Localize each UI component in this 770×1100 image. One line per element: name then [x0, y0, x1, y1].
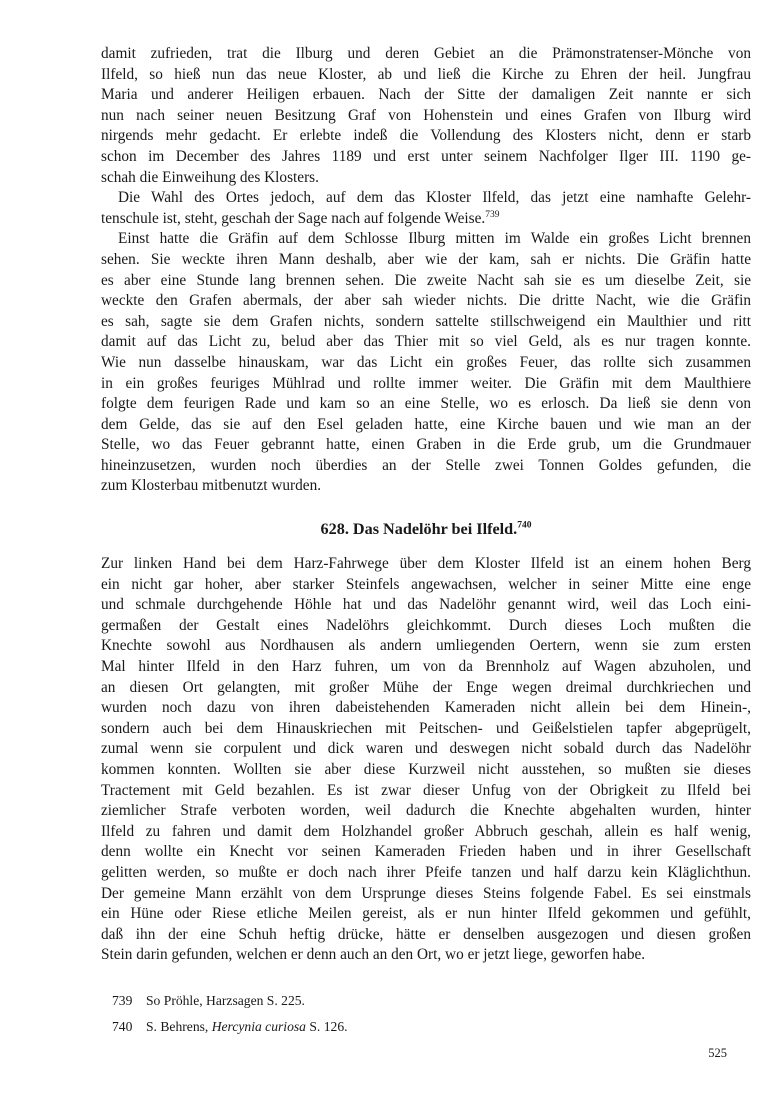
footnote-text [146, 1017, 348, 1036]
text-line: Der gemeine Mann erzählt von dem Ursprunge dieses Steins folgende Fabel. Es sei einstmals [101, 884, 751, 902]
paragraph-wahl-des-ortes [101, 188, 751, 229]
text-line: in ein großes feuriges Mühlrad und rollte immer weiter. Die Gräfin mit dem Maulthiere [101, 374, 751, 392]
text-line: an diesen Ort gelangten, mit großer Mühe der Enge wegen dreimal durchkriechen und [101, 678, 751, 696]
text-line: zumal wenn sie corpulent und dick waren und deswegen nicht sobald durch das Nadelöhr [101, 740, 751, 758]
text-line: Zur linken Hand bei dem Harz-Fahrwege über dem Kloster Ilfeld ist an einem hohen Berg [101, 555, 751, 573]
text-line: ziemlicher Strafe verboten worden, weil dadurch die Knechte abgehalten wurden, hinter [101, 802, 751, 820]
paragraph-graefin-sage [101, 229, 751, 497]
page-number: 525 [708, 1046, 727, 1060]
footnote-text-after: S. 126. [305, 1018, 348, 1034]
text-line: Stelle, wo das Feuer gebrannt hatte, einen Graben in die Erde grub, um die Grundmauer [101, 436, 751, 454]
section-heading-text: 628. Das Nadelöhr bei Ilfeld. [320, 520, 518, 539]
footnote-number: 740 [112, 1018, 133, 1034]
text-line: Ilfeld, so hieß nun das neue Kloster, ab und ließ die Kirche zu Ehren der heil. Jungfrau [101, 65, 751, 83]
text-line: nun nach seiner neuen Besitzung Graf von Hohenstein und eines Grafen von Ilburg wird [101, 106, 751, 124]
text-line: nirgends mehr gedacht. Er erlebte indeß die Vollendung des Klosters nicht, denn er starb [101, 127, 751, 145]
text-line: Stein darin gefunden, welchen er denn auch an den Ort, wo er jetzt liege, geworfen habe. [101, 946, 646, 964]
text-line: kommen konnten. Wollten sie aber diese Kurzweil nicht ausstehen, so mußten sie dieses [101, 761, 751, 778]
text-line: schah die Einweihung des Klosters. [101, 168, 319, 186]
text-line: Ilfeld zu fahren und damit dem Holzhandel großer Abbruch geschah, allein es half wenig, [101, 822, 751, 840]
footnote-marker-739: 739 [485, 209, 500, 220]
footnote-cited-work: Hercynia curiosa [211, 1018, 306, 1034]
text-line: gelitten werden, so mußte er doch nach ihrer Pfeife tanzen und half darzu kein Kläglichthun. [101, 863, 751, 881]
text-line: weckte den Grafen abermals, der aber sah wieder nichts. Die dritte Nacht, wie die Gräfin [101, 292, 751, 310]
text-line: es sah, sagte sie dem Grafen nichts, sondern sattelte stillschweigend ein Maulthier und ritt [101, 312, 751, 330]
text-line: dem Gelde, das sie auf den Esel geladen hatte, eine Kirche bauen und wie man an der [101, 415, 751, 433]
text-line: damit zufrieden, trat die Ilburg und deren Gebiet an die Prämonstratenser-Mönche von [101, 45, 751, 62]
text-line: ein nicht gar hoher, aber starker Steinfels angewachsen, welcher in seiner Mitte eine enge [101, 575, 751, 593]
paragraph-continuation [101, 44, 751, 188]
footnote-marker-740: 740 [517, 520, 532, 531]
text-line: schon im December des Jahres 1189 und erst unter seinem Nachfolger Ilger III. 1190 ge- [101, 147, 751, 165]
text-line: wurden noch dazu von ihren dabeistehenden Kameraden nicht allein bei dem Hinein-, [101, 699, 751, 717]
text-line: hineinzusetzen, wurden noch überdies an der Stelle zwei Tonnen Goldes gefunden, die [101, 456, 751, 474]
text-line: Die Wahl des Ortes jedoch, auf dem das Kloster Ilfeld, das jetzt eine namhafte Gelehr- [118, 189, 751, 207]
text-line: es aber eine Stunde lang brennen sehen. Die zweite Nacht sah sie es um dieselbe Zeit, sie [101, 271, 751, 289]
text-line: Maria und anderer Heiligen erbauen. Nach der Sitte der damaligen Zeit nannte er sich [101, 86, 751, 104]
footnote-739 [112, 991, 751, 1010]
text-line: und schmale durchgehende Höhle hat und das Nadelöhr genannt wird, weil das Loch eini- [101, 596, 751, 614]
footnote-number: 739 [112, 992, 133, 1008]
text-line: Knechte sowohl aus Nordhausen als andern umliegenden Oertern, wenn sie zum ersten [101, 637, 751, 655]
footnotes-section [101, 991, 751, 1036]
text-line: Einst hatte die Gräfin auf dem Schlosse Ilburg mitten im Walde ein großes Licht brennen [118, 230, 751, 248]
text-line: germaßen der Gestalt eines Nadelöhrs gleichkommt. Durch dieses Loch mußten die [101, 616, 751, 634]
text-line: daß ihn der eine Schuh heftig drücke, hätte er denselben ausgezogen und diesen großen [101, 925, 751, 943]
text-line: Wie nun dasselbe hinauskam, war das Licht ein großes Feuer, das rollte sich zusammen [101, 353, 751, 371]
text-line: sondern auch bei dem Hinauskriechen mit Peitschen- und Geißelstielen tapfer abgeprügelt, [101, 719, 751, 737]
text-line: folgte dem feurigen Rade und kam so an eine Stelle, wo es erlosch. Da ließ sie denn von [101, 395, 751, 413]
footnote-740 [112, 1017, 751, 1036]
text-line: damit auf das Licht zu, belud aber das Thier mit so viel Geld, als es nur tragen konnte. [101, 333, 751, 351]
section-heading [101, 519, 751, 540]
footnote-text: So Pröhle, Harzsagen S. 225. [146, 992, 305, 1008]
text-line: ein Hüne oder Riese etliche Meilen gereist, als er nun hinter Ilfeld gekommen und gefühlt, [101, 905, 751, 923]
text-line: Mal hinter Ilfeld in den Harz fuhren, um von da Brennholz auf Wagen abzuholen, und [101, 658, 751, 676]
text-line: zum Klosterbau mitbenutzt wurden. [101, 477, 322, 495]
text-line: sehen. Sie weckte ihren Mann deshalb, aber wie der kam, sah er nichts. Die Gräfin hatte [101, 250, 751, 268]
text-block [101, 44, 751, 1043]
paragraph-nadeloehr-story [101, 554, 751, 966]
text-span: tenschule ist, steht, geschah der Sage nach auf folgende Weise. [101, 209, 486, 227]
text-line: Tractement mit Geld bezahlen. Es ist zwar dieser Unfug von der Obrigkeit zu Ilfeld bei [101, 781, 751, 799]
text-line: denn wollte ein Knecht vor seinen Kameraden Frieden haben und in ihrer Gesellschaft [101, 843, 751, 861]
text-line [101, 209, 751, 230]
footnote-text-before: S. Behrens, [146, 1018, 212, 1034]
